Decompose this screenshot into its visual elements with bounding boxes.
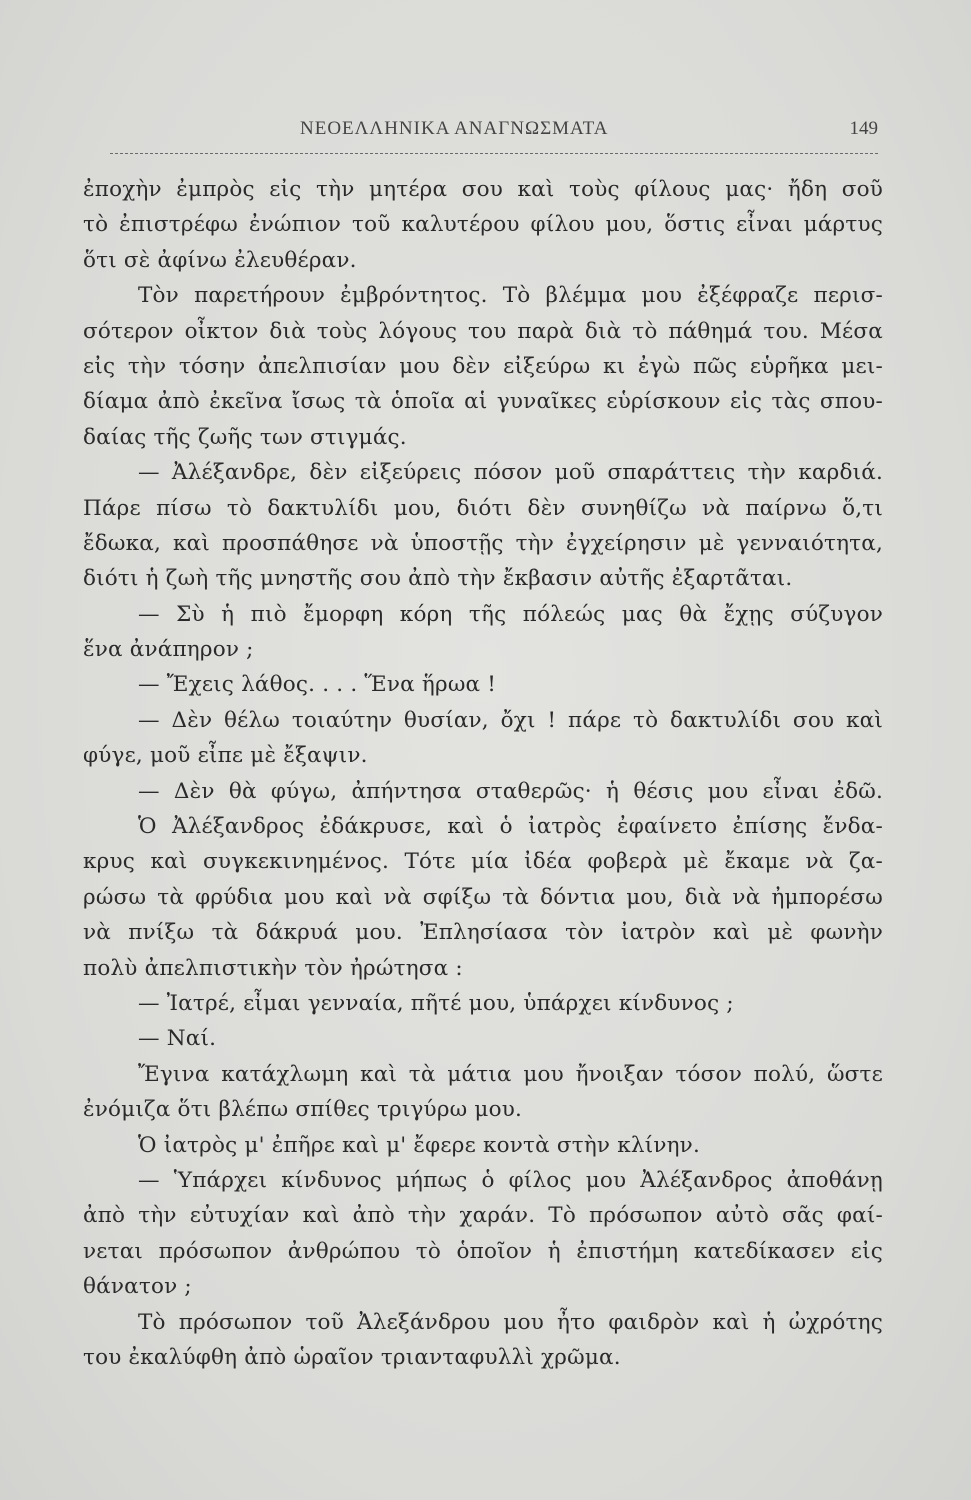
text-line: — Δὲν θέλω τοιαύτην θυσίαν, ὄχι ! πάρε τὸ δακτυλίδι σου καὶ <box>138 707 883 733</box>
text-line: — Ἔχεις λάθος. . . . Ἕνα ἥρωα ! <box>138 672 497 698</box>
text-line: Τὸν παρετήρουν ἐμβρόντητος. Τὸ βλέμμα μου ἐξέφραζε περισ- <box>138 283 883 309</box>
text-line: Ὁ Ἀλέξανδρος ἐδάκρυσε, καὶ ὁ ἰατρὸς ἐφαίνετο ἐπίσης ἔνδα- <box>138 814 883 840</box>
page-number: 149 <box>849 118 878 139</box>
text-line: ρώσω τὰ φρύδια μου καὶ νὰ σφίξω τὰ δόντια μου, διὰ νὰ ἠμπορέσω <box>83 884 883 910</box>
text-line: — Ναί. <box>138 1026 217 1052</box>
text-line: ἕνα ἀνάπηρον ; <box>83 637 254 663</box>
text-line: — Ὑπάρχει κίνδυνος μήπως ὁ φίλος μου Ἀλέξανδρος ἀποθάνῃ <box>138 1167 883 1193</box>
text-line: δίαμα ἀπὸ ἐκεῖνα ἴσως τὰ ὁποῖα αἱ γυναῖκες εὑρίσκουν εἰς τὰς σπου- <box>83 389 883 415</box>
text-line: — Ἀλέξανδρε, δὲν εἰξεύρεις πόσον μοῦ σπαράττεις τὴν καρδιά. <box>138 460 883 486</box>
text-line: Πάρε πίσω τὸ δακτυλίδι μου, διότι δὲν συνηθίζω νὰ παίρνω ὅ,τι <box>83 495 883 521</box>
text-line: — Δὲν θὰ φύγω, ἀπήντησα σταθερῶς· ἡ θέσις μου εἶναι ἐδῶ. <box>138 778 883 804</box>
text-line: πολὺ ἀπελπιστικὴν τὸν ἠρώτησα : <box>83 955 463 981</box>
text-line: κρυς καὶ συγκεκινημένος. Τότε μία ἰδέα φοβερὰ μὲ ἔκαμε νὰ ζα- <box>83 849 883 875</box>
text-line: — Σὺ ἡ πιὸ ἔμορφη κόρη τῆς πόλεώς μας θὰ ἔχῃς σύζυγον <box>138 601 883 627</box>
text-line: διότι ἡ ζωὴ τῆς μνηστῆς σου ἀπὸ τὴν ἔκβασιν αὐτῆς ἐξαρτᾶται. <box>83 566 793 592</box>
text-line: σότερον οἶκτον διὰ τοὺς λόγους του παρὰ διὰ τὸ πάθημά του. Μέσα <box>83 318 883 344</box>
text-line: δαίας τῆς ζωῆς των στιγμάς. <box>83 424 407 450</box>
text-line: Ὁ ἰατρὸς μ' ἐπῆρε καὶ μ' ἔφερε κοντὰ στὴν κλίνην. <box>138 1132 700 1158</box>
text-line: — Ἰατρέ, εἶμαι γενναία, πῆτέ μου, ὑπάρχει κίνδυνος ; <box>138 990 734 1016</box>
text-line: ἔδωκα, καὶ προσπάθησε νὰ ὑποστῇς τὴν ἐγχείρησιν μὲ γενναιότητα, <box>83 530 883 556</box>
text-line: του ἐκαλύφθη ἀπὸ ὡραῖον τριανταφυλλὶ χρῶμα. <box>83 1344 621 1370</box>
text-line: Τὸ πρόσωπον τοῦ Ἀλεξάνδρου μου ἦτο φαιδρὸν καὶ ἡ ὠχρότης <box>138 1309 883 1335</box>
text-line: Ἔγινα κατάχλωμη καὶ τὰ μάτια μου ἤνοιξαν τόσον πολύ, ὥστε <box>138 1061 883 1087</box>
header-title: ΝΕΟΕΛΛΗΝΙΚΑ ΑΝΑΓΝΩΣΜΑΤΑ <box>300 118 609 139</box>
text-line: νὰ πνίξω τὰ δάκρυά μου. Ἐπλησίασα τὸν ἰατρὸν καὶ μὲ φωνὴν <box>83 920 883 946</box>
body-text <box>83 172 883 1375</box>
text-line: τὸ ἐπιστρέφω ἐνώπιον τοῦ καλυτέρου φίλου μου, ὅστις εἶναι μάρτυς <box>83 212 883 238</box>
running-header <box>150 118 878 148</box>
text-line: ἐποχὴν ἐμπρὸς εἰς τὴν μητέρα σου καὶ τοὺς φίλους μας· ἤδη σοῦ <box>83 177 883 202</box>
text-line: νεται πρόσωπον ἀνθρώπου τὸ ὁποῖον ἡ ἐπιστήμη κατεδίκασεν εἰς <box>83 1238 883 1264</box>
text-line: φύγε, μοῦ εἶπε μὲ ἔξαψιν. <box>83 743 368 769</box>
text-line: ἐνόμιζα ὅτι βλέπω σπίθες τριγύρω μου. <box>83 1097 523 1123</box>
text-line: θάνατον ; <box>83 1274 192 1300</box>
text-line: εἰς τὴν τόσην ἀπελπισίαν μου δὲν εἰξεύρω κι ἐγὼ πῶς εὑρῆκα μει- <box>83 353 883 379</box>
text-line: ἀπὸ τὴν εὐτυχίαν καὶ ἀπὸ τὴν χαράν. Τὸ πρόσωπον αὐτὸ σᾶς φαί- <box>83 1203 883 1229</box>
header-rule <box>110 153 878 154</box>
text-line: ὅτι σὲ ἀφίνω ἐλευθέραν. <box>83 247 357 273</box>
